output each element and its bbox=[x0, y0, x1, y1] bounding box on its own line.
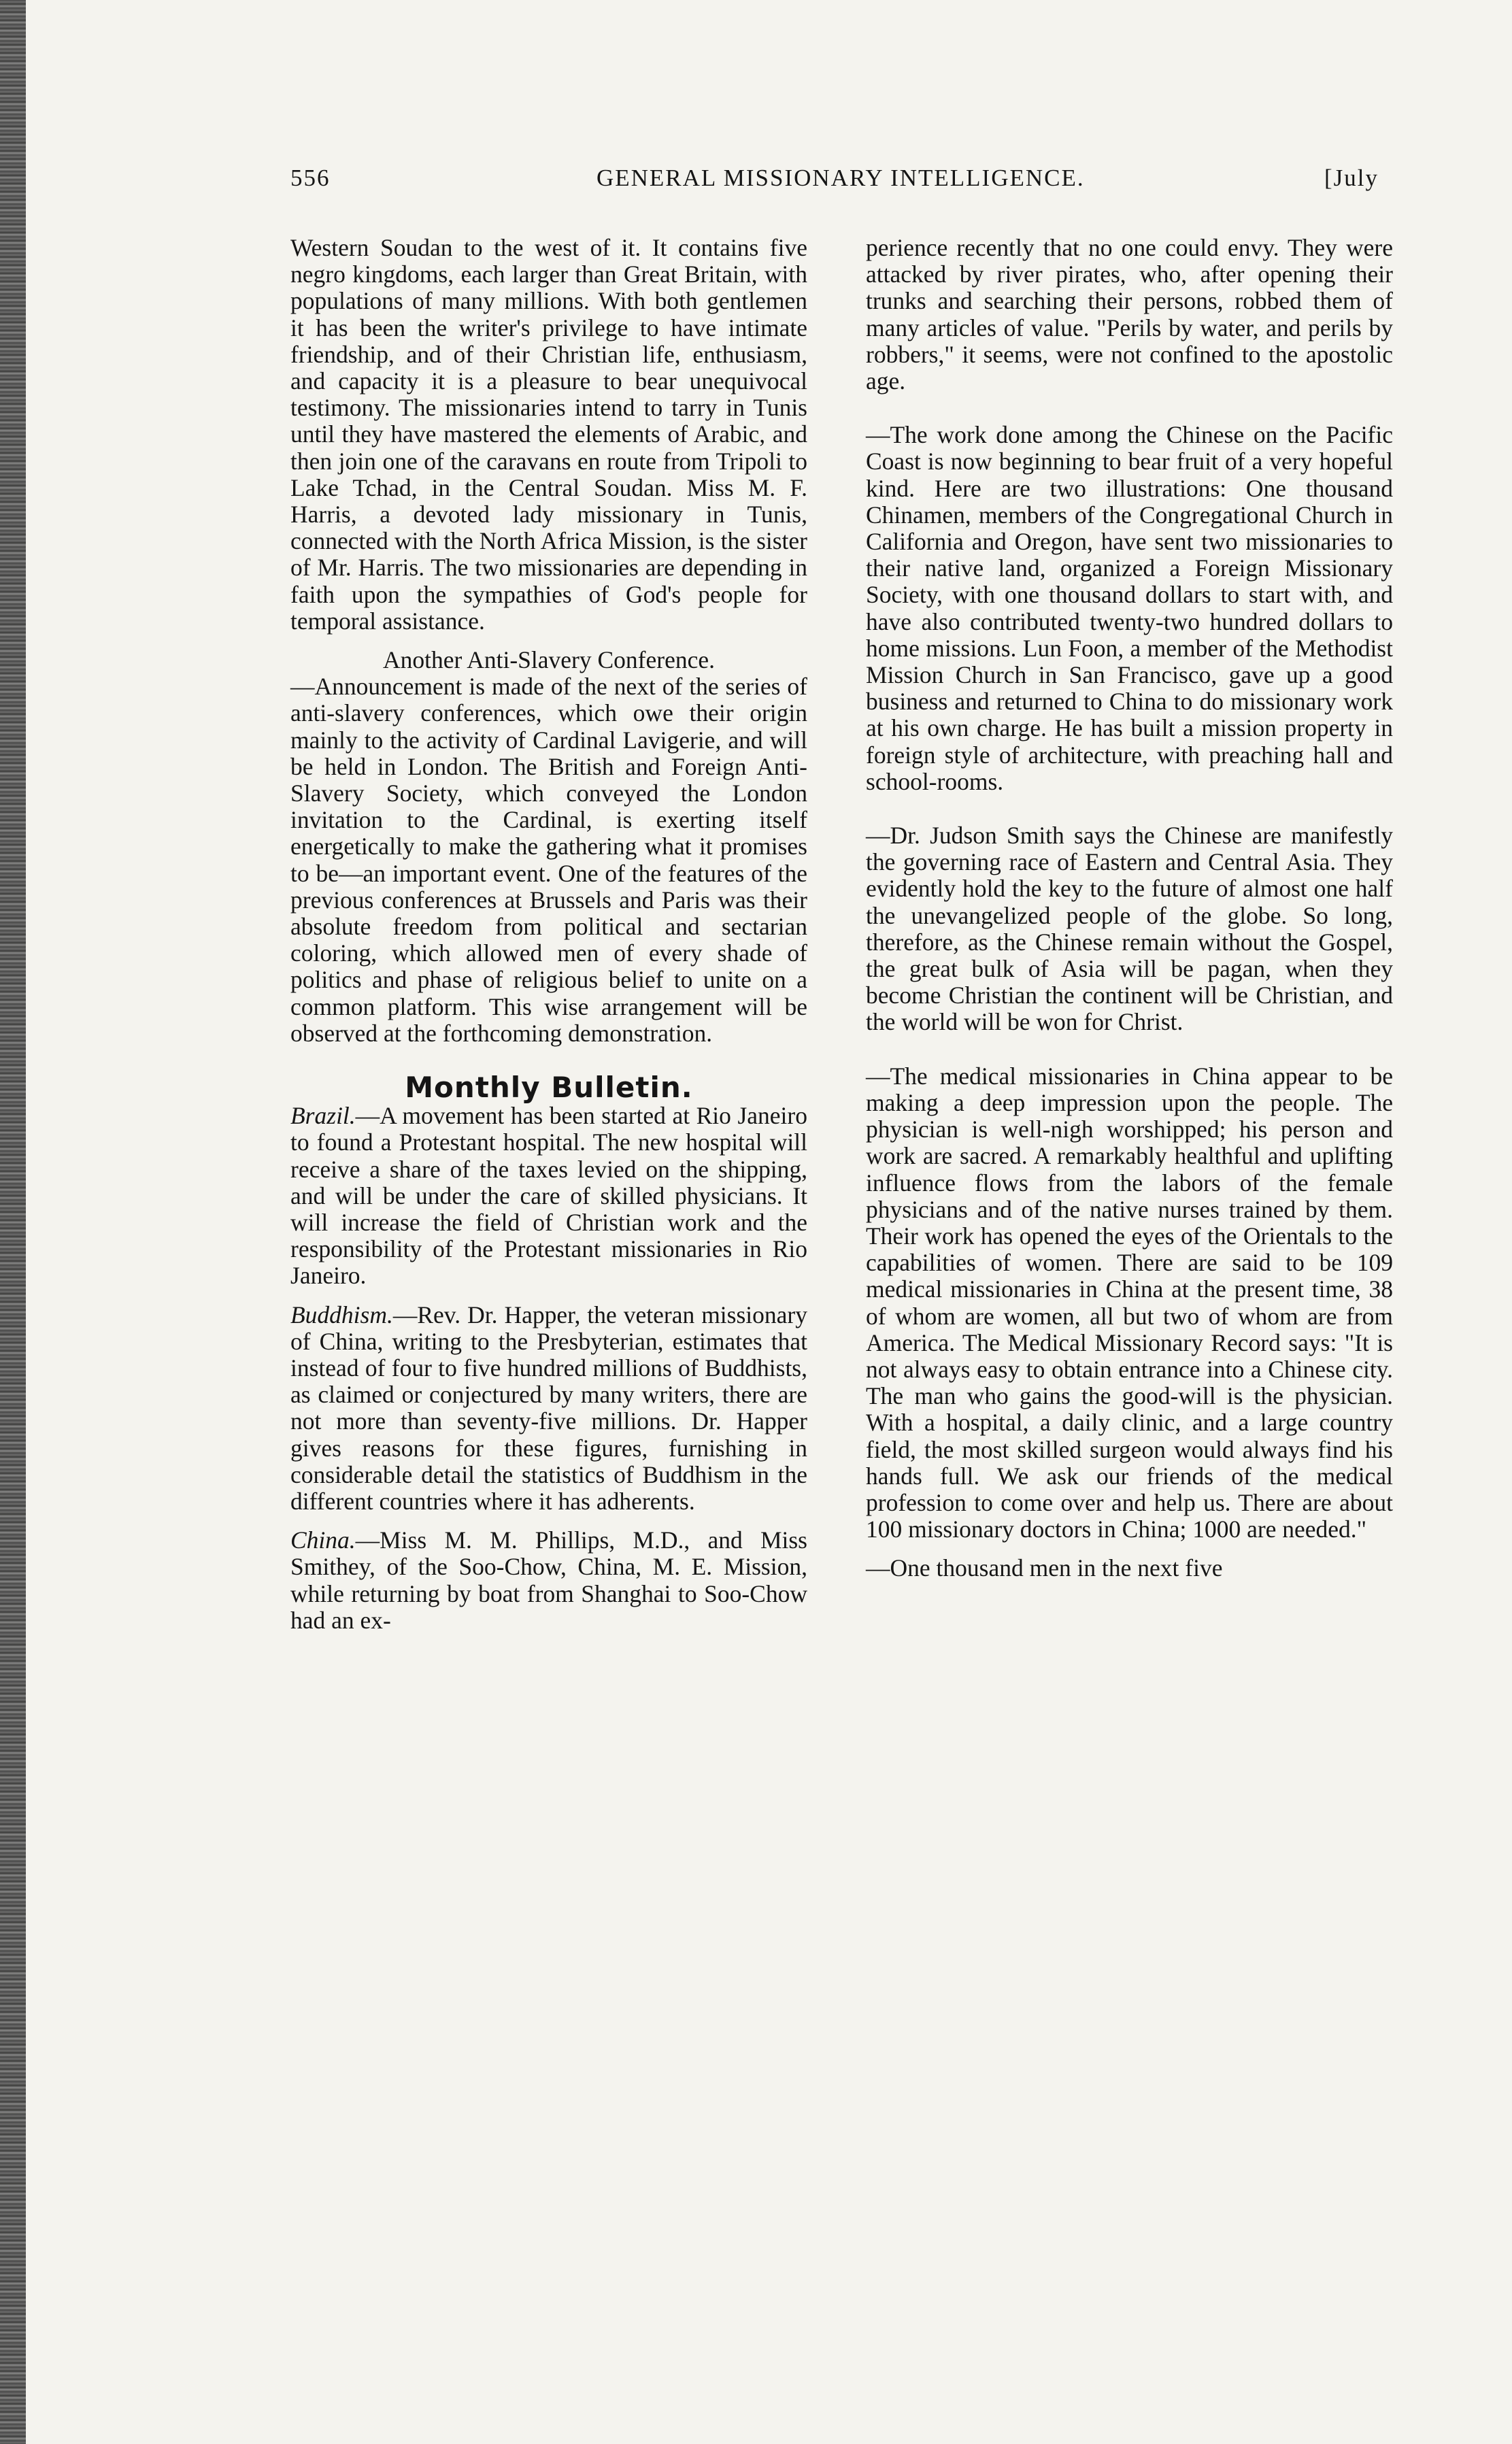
brazil-paragraph bbox=[290, 1103, 807, 1289]
china-paragraph bbox=[290, 1527, 807, 1634]
running-header bbox=[290, 165, 1379, 205]
judson-smith-paragraph: —Dr. Judson Smith says the Chinese are manifestly the governing race of Eastern and Central Asia. They evidently hold the key to the future of almost one half the unevangelized people of the globe. So long, therefore, as the Chinese remain without the Gospel, the great bulk of Asia will be pagan, when they become Christian the continent will be Christian, and the world will be won for Christ. bbox=[866, 822, 1393, 1036]
buddhism-label: Buddhism. bbox=[290, 1301, 393, 1328]
anti-slavery-subheading: Another Anti-Slavery Conference. bbox=[383, 646, 715, 674]
anti-slavery-paragraph: —Announcement is made of the next of the series of anti-slavery conferences, which owe their origin mainly to the activity of Cardinal Lavigerie, and will be held in London. The British and Foreign Anti-Slavery Society, which conveyed the London invitation to the Cardinal, is exerting itself energetically to make the gathering what it promises to be—an important event. One of the features of the previous conferences at Brussels and Paris was their absolute freedom from political and sectarian coloring, which allowed men of every shade of politics and phase of religious belief to unite on a common platform. This wise arrangement will be observed at the forthcoming demonstration. bbox=[290, 673, 807, 1047]
soudan-paragraph: Western Soudan to the west of it. It contains five negro kingdoms, each larger than Great Britain, with populations of many millions. With both gentlemen it has been the writer's privilege to have intimate friendship, and of their Christian life, enthusiasm, and capacity it is a pleasure to bear unequivocal testimony. The missionaries intend to tarry in Tunis until they have mastered the elements of Arabic, and then join one of the caravans en route from Tripoli to Lake Tchad, in the Central Soudan. Miss M. F. Harris, a devoted lady missionary in Tunis, connected with the North Africa Mission, is the sister of Mr. Harris. The two missionaries are depending in faith upon the sympathies of God's people for temporal assistance. bbox=[290, 234, 807, 635]
page-number: 556 bbox=[290, 165, 331, 191]
china-label: China. bbox=[290, 1526, 356, 1554]
pirates-paragraph: perience recently that no one could envy. They were attacked by river pirates, who, after opening their trunks and searching their persons, robbed them of many articles of value. "Perils by water, and perils by robbers," it seems, were not confined to the apostolic age. bbox=[866, 234, 1393, 395]
brazil-text: —A movement has been started at Rio Janeiro to found a Protestant hospital. The new hospital will receive a share of the taxes levied on the shipping, and will be under the care of skilled physicians. It will increase the field of Christian work and the responsibility of the Protestant missionaries in Rio Janeiro. bbox=[290, 1102, 807, 1290]
buddhism-paragraph bbox=[290, 1302, 807, 1516]
monthly-bulletin-title: Monthly Bulletin. bbox=[405, 1071, 693, 1105]
brazil-label: Brazil. bbox=[290, 1102, 356, 1130]
running-title: GENERAL MISSIONARY INTELLIGENCE. bbox=[597, 165, 1085, 191]
pacific-coast-paragraph: —The work done among the Chinese on the Pacific Coast is now beginning to bear fruit of a very hopeful kind. Here are two illustrations: One thousand Chinamen, members of the Congregational Church in California and Oregon, have sent two missionaries to their native land, organized a Foreign Missionary Society, with one thousand dollars to start with, and have also contributed twenty-two hundred dollars to home missions. Lun Foon, a member of the Methodist Mission Church in San Francisco, gave up a good business and returned to China to do missionary work at his own charge. He has built a mission property in foreign style of architecture, with preaching hall and school-rooms. bbox=[866, 421, 1393, 795]
china-text: —Miss M. M. Phillips, M.D., and Miss Smithey, of the Soo-Chow, China, M. E. Mission, while returning by boat from Shanghai to Soo-Chow had an ex- bbox=[290, 1526, 807, 1634]
left-column bbox=[290, 235, 807, 1634]
issue-month: [July bbox=[1324, 165, 1379, 191]
medical-missionaries-paragraph: —The medical missionaries in China appear to be making a deep impression upon the people. The physician is well-nigh worshipped; his person and work are sacred. A remarkably healthful and uplifting influence flows from the labors of the female physicians and of the native nurses trained by them. Their work has opened the eyes of the Orientals to the capabilities of women. There are said to be 109 medical missionaries in China at the present time, 38 of whom are women, all but two of whom are from America. The Medical Missionary Record says: "It is not always easy to obtain entrance into a Chinese city. The man who gains the good-will is the physician. With a hospital, a daily clinic, and a large country field, the most skilled surgeon would always find his hands full. We ask our friends of the medical profession to come over and help us. There are about 100 missionary doctors in China; 1000 are needed." bbox=[866, 1062, 1393, 1543]
one-thousand-men-paragraph: —One thousand men in the next five bbox=[866, 1554, 1223, 1582]
scan-binding-edge bbox=[0, 0, 26, 2444]
right-column bbox=[866, 235, 1393, 1582]
buddhism-text: —Rev. Dr. Happer, the veteran missionary of China, writing to the Presbyterian, estimates that instead of four to five hundred millions of Buddhists, as claimed or conjectured by many writers, there are not more than seventy-five millions. Dr. Happer gives reasons for these figures, furnishing in considerable detail the statistics of Buddhism in the different countries where it has adherents. bbox=[290, 1301, 807, 1515]
